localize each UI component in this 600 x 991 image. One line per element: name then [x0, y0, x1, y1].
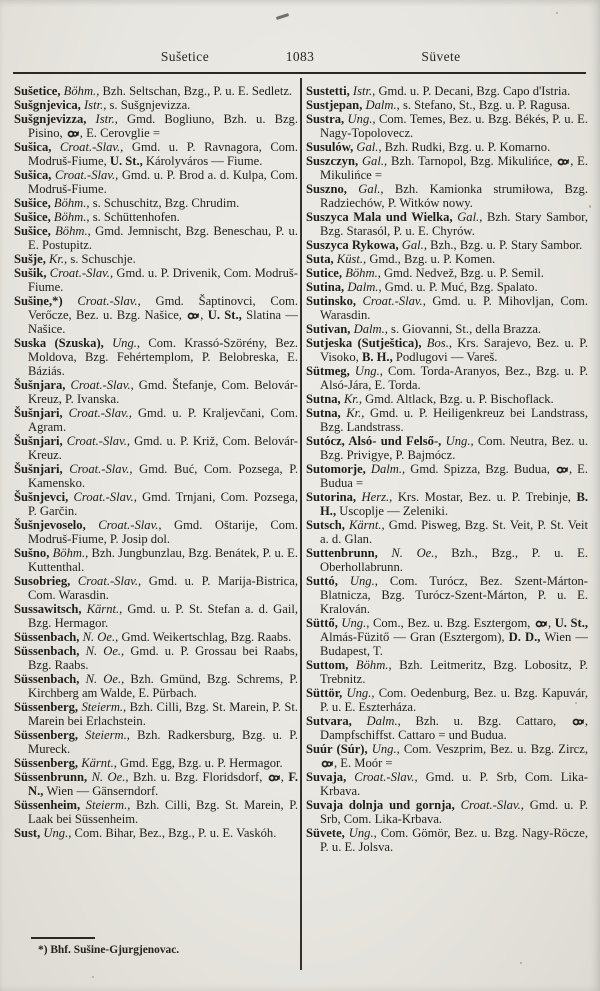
entry-region-label: Böhm., [355, 658, 400, 672]
entry-region-label: Dalm., [353, 322, 392, 336]
gazetteer-entry [306, 266, 588, 280]
gazetteer-entry [14, 770, 298, 798]
entry-bold-text: Süssenberg, [14, 756, 82, 770]
gazetteer-entry [14, 630, 298, 644]
entry-bold-text: Süssenberg, [14, 700, 82, 714]
entry-region-label: Ung., [371, 742, 404, 756]
entry-text: s. Giovanni, St., della Brazza. [391, 322, 542, 336]
entry-text: Gmd. u. P. Srb, Com. Lika-Krbava. [320, 798, 588, 826]
entry-text: Bzh. Tarnopol, Bzg. Mikulińce, [390, 154, 557, 168]
entry-bold-text: Suvaja dolnja und gornja, [306, 798, 461, 812]
entry-bold-text: Süssenbach, [14, 630, 83, 644]
entry-bold-text: Šušnjari, [14, 462, 70, 476]
gazetteer-entry [14, 756, 298, 770]
gazetteer-entry [14, 294, 298, 336]
entry-text: Krs. Sarajevo, Bez. u. P. Visoko, [320, 336, 588, 364]
left-column [14, 84, 298, 840]
entry-text: Gmd. Pisweg, Bzg. St. Veit, P. St. Veit a. d. Glan. [320, 518, 589, 546]
entry-bold-text: Süssenberg, [14, 728, 86, 742]
entry-bold-text: Suttenbrunn, [306, 546, 392, 560]
entry-text: , Dampfschiffst. Cattaro = und Budua. [320, 714, 588, 742]
entry-region-label: Küst., [336, 252, 370, 266]
gazetteer-entry [306, 280, 588, 294]
entry-text: Károlyváros — Fiume. [145, 154, 263, 168]
gazetteer-entry [306, 434, 588, 462]
entry-text: Gmd. Egg, Bzg. u. P. Hermagor. [120, 756, 283, 770]
entry-text: Krs. Mostar, Bez. u. P. Trebinje, [397, 490, 577, 504]
entry-text: Gmd. Jemnischt, Bzg. Beneschau, P. u. E. Postupitz. [28, 224, 298, 252]
entry-region-label: Ung., [346, 686, 379, 700]
gazetteer-entry [14, 490, 298, 518]
entry-text: Gmd. Buć, Com. Pozsega, P. Kamensko. [28, 462, 298, 490]
gazetteer-entry [306, 140, 588, 154]
gazetteer-entry [14, 336, 298, 378]
entry-region-label: Herz., [361, 490, 398, 504]
entry-region-label: Dalm., [370, 462, 411, 476]
gazetteer-entry [306, 238, 588, 252]
gazetteer-entry [14, 224, 298, 252]
entry-text: Gmd. u. P. Grossau bei Raabs, Bzg. Raabs. [28, 644, 298, 672]
entry-region-label: N. Oe., [85, 672, 131, 686]
entry-text: Com. Neutra, Bez. u. Bzg. Privigye, P. Bajmócz. [320, 434, 589, 462]
entry-region-label: Croat.-Slav., [49, 266, 117, 280]
entry-bold-text: D. D., [508, 630, 545, 644]
entry-text: Bzh., Bzg. u. P. Stary Sambor. [430, 238, 583, 252]
scan-speck [276, 13, 289, 20]
gazetteer-entry [14, 518, 298, 546]
entry-region-label: Ung., [43, 826, 75, 840]
column-divider [300, 78, 302, 970]
entry-bold-text: Sušice, [14, 210, 54, 224]
entry-bold-text: Süttör, [306, 686, 347, 700]
entry-bold-text: Suvaja, [306, 770, 355, 784]
entry-region-label: Gal., [457, 210, 487, 224]
post-horn-icon [556, 158, 570, 166]
entry-region-label: N. Oe., [91, 770, 133, 784]
gazetteer-entry [14, 378, 298, 406]
entry-text: Bzh. Rudki, Bzg. u. P. Komarno. [384, 140, 551, 154]
gazetteer-entry [306, 826, 588, 854]
gazetteer-entry [14, 574, 298, 602]
entry-text: Bzh. Seltschan, Bzg., P. u. E. Sedletz. [102, 84, 293, 98]
entry-region-label: Ung., [349, 574, 390, 588]
entry-region-label: Croat.-Slav., [70, 378, 139, 392]
gazetteer-entry [306, 490, 588, 518]
entry-bold-text: Sutna, [306, 406, 347, 420]
gazetteer-entry [306, 210, 588, 238]
entry-bold-text: Süssenheim, [14, 798, 86, 812]
entry-text: s. Schuschje. [70, 252, 136, 266]
entry-bold-text: Susulów, [306, 140, 357, 154]
entry-bold-text: Sušica, [14, 168, 55, 182]
entry-text: Gmd. u. P. Heiligenkreuz bei Landstrass, Bzg. Landstrass. [320, 406, 588, 434]
gazetteer-entry [306, 252, 588, 266]
entry-text: Bzh. Gmünd, Bzg. Schrems, P. Kirchberg am Walde, E. Pürbach. [28, 672, 298, 700]
header-left-keyword: Sušetice [160, 49, 210, 64]
entry-text: Gmd. u. P. Marija-Bistrica, Com. Warasdin. [28, 574, 298, 602]
entry-region-label: Gal., [358, 182, 395, 196]
entry-bold-text: Süssenbach, [14, 644, 86, 658]
entry-region-label: Dalm., [347, 280, 385, 294]
entry-text: Gmd. Štefanje, Com. Belovár-Kreuz, P. Ivanska. [28, 378, 298, 406]
entry-text: , E. Mikulińce = [320, 154, 588, 182]
entry-bold-text: Süvete, [306, 826, 349, 840]
entry-bold-text: Suttó, [306, 574, 350, 588]
gazetteer-entry [306, 84, 588, 98]
scan-speck [520, 962, 522, 964]
entry-text: Com. Krassó-Szörény, Bez. Moldova, Bzg. Fehértemplom, P. Belobreska, E. Báziás. [28, 336, 298, 378]
entry-text: s. Schuschitz, Bzg. Chrudim. [92, 196, 240, 210]
entry-text: Gmd., Bzg. u. P. Komen. [369, 252, 496, 266]
entry-bold-text: Sušetice, [14, 84, 64, 98]
entry-bold-text: Sušno, [14, 546, 53, 560]
entry-region-label: Ung., [112, 336, 149, 350]
gazetteer-entry [14, 602, 298, 630]
entry-bold-text: Sustjepan, [306, 98, 366, 112]
entry-text: Bzh., Bzg., P. u. E. Oberhollabrunn. [320, 546, 588, 574]
entry-text: Bzh. Jungbunzlau, Bzg. Benátek, P. u. E. Kuttenthal. [28, 546, 298, 574]
gazetteer-entry [306, 798, 588, 826]
entry-bold-text: Sutsch, [306, 518, 349, 532]
gazetteer-entry [14, 140, 298, 168]
gazetteer-entry [306, 392, 588, 406]
entry-text: Gmd. Nedvež, Bzg. u. P. Semil. [384, 266, 544, 280]
entry-bold-text: Šušnjara, [14, 378, 71, 392]
entry-bold-text: Sušine,*) [14, 294, 78, 308]
gazetteer-entry [306, 406, 588, 434]
entry-region-label: Böhm., [52, 546, 92, 560]
post-horn-icon [534, 620, 548, 628]
entry-region-label: Croat.-Slav., [68, 406, 138, 420]
entry-region-label: Steierm., [85, 728, 138, 742]
entry-region-label: N. Oe., [391, 546, 452, 560]
gazetteer-entry [306, 714, 588, 742]
entry-region-label: Gal., [361, 154, 391, 168]
gazetteer-entry [306, 98, 588, 112]
entry-text: , [200, 308, 208, 322]
entry-text: , [280, 770, 289, 784]
entry-region-label: Böhm., [53, 210, 93, 224]
entry-bold-text: Šušnjevci, [14, 490, 74, 504]
entry-bold-text: Sutinsko, [306, 294, 363, 308]
entry-bold-text: Suttom, [306, 658, 356, 672]
entry-text: Bzh. u. Bzg. Floridsdorf, [132, 770, 267, 784]
entry-text: Uscoplje — Zeleniki. [339, 504, 449, 518]
gazetteer-entry [14, 112, 298, 140]
entry-region-label: Croat.-Slav., [73, 490, 143, 504]
entry-text: Bzh. Stary Sambor, Bzg. Starasól, P. u. E. Chyrów. [320, 210, 588, 238]
entry-bold-text: Sust, [14, 826, 44, 840]
gazetteer-entry [306, 322, 588, 336]
gazetteer-entry [14, 84, 298, 98]
entry-region-label: Ung., [354, 364, 389, 378]
entry-region-label: Ung., [445, 434, 478, 448]
entry-text: Bzh. Cilli, Bzg. St. Marein, P. St. Marein bei Erlachstein. [28, 700, 298, 728]
gazetteer-entry [306, 658, 588, 686]
entry-bold-text: Sutna, [306, 392, 344, 406]
entry-bold-text: Sušice, [14, 224, 56, 238]
gazetteer-entry [14, 252, 298, 266]
entry-text: Gmd. u. P. Križ, Com. Belovár-Kreuz. [28, 434, 298, 462]
header-right-keyword: Süvete [421, 49, 461, 64]
entry-region-label: Croat.-Slav., [77, 574, 149, 588]
entry-text: Gmd. Spizza, Bzg. Budua, [410, 462, 555, 476]
entry-text: Com. Oedenburg, Bez. u. Bzg. Kapuvár, P. u. E. Eszterháza. [320, 686, 588, 714]
entry-bold-text: Šušnjari, [14, 406, 69, 420]
entry-text: Slatina — Našice. [28, 308, 298, 336]
entry-text: Gmd. Trnjani, Com. Pozsega, P. Garčin. [28, 490, 298, 518]
entry-region-label: Böhm., [345, 266, 385, 280]
entry-text: Gmd. Oštarije, Com. Modruš-Fiume, P. Josip dol. [28, 518, 298, 546]
entry-bold-text: Sutócz, Alsó- und Felső-, [306, 434, 446, 448]
entry-text: , [547, 616, 555, 630]
entry-text: Com. Gömör, Bez. u. Bzg. Nagy-Röcze, P. u. E. Jolsva. [320, 826, 588, 854]
entry-bold-text: Suta, [306, 252, 337, 266]
entry-text: Gmd. Weikertschlag, Bzg. Raabs. [121, 630, 292, 644]
gazetteer-entry [14, 728, 298, 756]
entry-bold-text: Sustra, [306, 112, 348, 126]
entry-text: , E. Cerovglie = [79, 126, 160, 140]
entry-text: Com. Bihar, Bez., Bzg., P. u. E. Vaskóh. [74, 826, 277, 840]
entry-region-label: Ung., [347, 112, 379, 126]
entry-bold-text: Sutivan, [306, 322, 354, 336]
gazetteer-entry [306, 154, 588, 182]
entry-region-label: Croat.-Slav., [460, 798, 530, 812]
entry-region-label: N. Oe., [82, 630, 122, 644]
entry-region-label: Istr., [352, 84, 379, 98]
entry-region-label: Croat.-Slav., [362, 294, 433, 308]
entry-region-label: Kr., [343, 392, 366, 406]
entry-region-label: Bos., [426, 336, 458, 350]
gazetteer-entry [14, 266, 298, 294]
post-horn-icon [267, 774, 281, 782]
entry-region-label: Dalm., [366, 714, 416, 728]
gazetteer-entry [306, 462, 588, 490]
entry-bold-text: Susobrieg, [14, 574, 78, 588]
page-number: 1083 [285, 49, 315, 64]
gazetteer-entry [306, 546, 588, 574]
post-horn-icon [555, 466, 569, 474]
entry-region-label: Kärnt., [348, 518, 389, 532]
entry-text: Gmd. u. P. Drivenik, Com. Modruš-Fiume. [28, 266, 298, 294]
entry-bold-text: Šušnjari, [14, 434, 67, 448]
entry-bold-text: Sutice, [306, 266, 346, 280]
gazetteer-entry [306, 112, 588, 140]
post-horn-icon [66, 130, 80, 138]
gazetteer-entry [14, 406, 298, 434]
entry-bold-text: Sušik, [14, 266, 50, 280]
gazetteer-entry [14, 644, 298, 672]
entry-region-label: Gal., [356, 140, 385, 154]
entry-bold-text: Sutomorje, [306, 462, 371, 476]
entry-text: Gmd. u. P. Kraljevčani, Com. Agram. [28, 406, 298, 434]
entry-text: Bzh. Radkersburg, Bzg. u. P. Mureck. [28, 728, 298, 756]
entry-bold-text: U. St., [554, 616, 588, 630]
entry-region-label: Steierm., [85, 798, 136, 812]
entry-bold-text: Sušice, [14, 196, 54, 210]
gazetteer-entry [306, 616, 588, 658]
post-horn-icon [186, 312, 200, 320]
entry-region-label: Croat.-Slav., [354, 770, 426, 784]
gazetteer-entry [306, 182, 588, 210]
entry-region-label: Ung., [341, 616, 373, 630]
entry-region-label: Kärnt., [86, 602, 128, 616]
entry-bold-text: B. H., [361, 350, 396, 364]
entry-bold-text: U. St., [207, 308, 247, 322]
entry-region-label: Steierm., [81, 700, 130, 714]
entry-text: Gmd. u. P. Srb, Com. Lika-Krbava. [320, 770, 589, 798]
scan-speck [92, 976, 94, 978]
entry-bold-text: Sussawitsch, [14, 602, 87, 616]
gazetteer-entry [14, 462, 298, 490]
entry-bold-text: Sutorina, [306, 490, 362, 504]
entry-bold-text: Sušica, [14, 140, 61, 154]
entry-text: Wien — Gänserndorf. [46, 784, 159, 798]
entry-region-label: Istr., [83, 98, 110, 112]
entry-bold-text: Süttő, [306, 616, 342, 630]
gazetteer-entry [14, 210, 298, 224]
scan-speck [589, 205, 591, 208]
entry-text: Gmd. u. P. Decani, Bzg. Capo d'Istria. [378, 84, 571, 98]
entry-text: Com. Turócz, Bez. Szent-Márton-Blatnicza, Bzg. Turócz-Szent-Márton, P. u. E. Kralován. [320, 574, 588, 616]
entry-text: , E. Budua = [320, 462, 588, 490]
entry-bold-text: Sušje, [14, 252, 49, 266]
gazetteer-entry [14, 826, 298, 840]
entry-bold-text: Sutjeska (Sutještica), [306, 336, 427, 350]
gazetteer-entry [14, 434, 298, 462]
entry-text: s. Stefano, St., Bzg. u. P. Ragusa. [402, 98, 571, 112]
gazetteer-entry [306, 294, 588, 322]
entry-text: Bzh. Kamionka strumiłowa, Bzg. Radziechów, P. Witków nowy. [320, 182, 588, 210]
entry-text: Bzh. Leitmeritz, Bzg. Lobositz, P. Trebnitz. [320, 658, 588, 686]
entry-bold-text: Šušnjevoselo, [14, 518, 99, 532]
gazetteer-entry [306, 686, 588, 714]
entry-bold-text: Sušgnjevizza, [14, 112, 96, 126]
entry-bold-text: B. H., [320, 490, 589, 518]
entry-text: Gmd. u. P. Mihovljan, Com. Warasdin. [320, 294, 588, 322]
entry-region-label: Croat.-Slav., [66, 434, 135, 448]
entry-text: Com. Temes, Bez. u. Bzg. Békés, P. u. E. Nagy-Topolovecz. [320, 112, 588, 140]
entry-region-label: Croat.-Slav., [77, 294, 156, 308]
entry-text: Gmd. u. P. Muć, Bzg. Spalato. [384, 280, 538, 294]
entry-bold-text: Sutina, [306, 280, 348, 294]
entry-region-label: Böhm., [55, 224, 96, 238]
gazetteer-entry [14, 700, 298, 728]
entry-text: Podlugovi — Vareš. [395, 350, 498, 364]
entry-bold-text: Suszczyn, [306, 154, 362, 168]
entry-bold-text: Sütmeg, [306, 364, 355, 378]
entry-bold-text: Sustetti, [306, 84, 353, 98]
entry-region-label: Kr., [49, 252, 71, 266]
entry-text: s. Schüttenhofen. [92, 210, 180, 224]
entry-bold-text: Suszno, [306, 182, 359, 196]
entry-bold-text: Suska (Szuska), [14, 336, 113, 350]
entry-region-label: Kr., [346, 406, 370, 420]
gazetteer-entry [306, 770, 588, 798]
entry-region-label: Gal., [401, 238, 431, 252]
entry-text: Gmd. u. P. Ravnagora, Com. Modruš-Fiume, [28, 140, 298, 168]
gazetteer-entry [306, 574, 588, 616]
entry-text: , E. Moór = [334, 756, 393, 770]
entry-bold-text: U. St., [109, 154, 146, 168]
gazetteer-entry [14, 672, 298, 700]
gazetteer-entry [14, 168, 298, 196]
header-rule [13, 72, 586, 74]
entry-bold-text: Süssenbrunn, [14, 770, 92, 784]
entry-text: Gmd. u. P. Brod a. d. Kulpa, Com. Modruš-Fiume. [28, 168, 299, 196]
gazetteer-entry [306, 336, 588, 364]
post-horn-icon [320, 760, 334, 768]
entry-region-label: Böhm., [63, 84, 103, 98]
gazetteer-entry [14, 98, 298, 112]
gazetteer-entry [14, 546, 298, 574]
entry-bold-text: Süssenbach, [14, 672, 86, 686]
entry-text: Gmd. u. P. St. Stefan a. d. Gail, Bzg. Hermagor. [28, 602, 299, 630]
entry-region-label: Istr., [95, 112, 127, 126]
entry-text: Com. Veszprim, Bez. u. Bzg. Zircz, [403, 742, 588, 756]
gazetteer-entry [14, 196, 298, 210]
post-horn-icon [571, 718, 585, 726]
entry-text: Bzh. u. Bzg. Cattaro, [415, 714, 571, 728]
entry-text: Gmd. Šaptinovci, Com. Verőcze, Bez. u. Bzg. Našice, [28, 294, 298, 322]
entry-bold-text: Sušgnjevica, [14, 98, 84, 112]
entry-region-label: Dalm., [365, 98, 403, 112]
footnote-rule [31, 937, 95, 939]
entry-text: Gmd. Bogliuno, Bzh. u. Bzg. Pisino, [28, 112, 298, 140]
entry-bold-text: Sutvara, [306, 714, 367, 728]
gazetteer-entry [306, 742, 588, 770]
entry-region-label: Ung., [348, 826, 381, 840]
entry-bold-text: Suszyca Rykowa, [306, 238, 402, 252]
entry-region-label: Kärnt., [81, 756, 121, 770]
entry-region-label: Croat.-Slav., [98, 518, 175, 532]
entry-region-label: Croat.-Slav., [69, 462, 140, 476]
entry-text: Gmd. Altlack, Bzg. u. P. Bischoflack. [365, 392, 554, 406]
entry-text: Wien — Budapest, T. [320, 630, 589, 658]
gazetteer-entry [306, 364, 588, 392]
scan-speck [556, 12, 558, 14]
entry-region-label: N. Oe., [85, 644, 131, 658]
entry-text: Almás-Füzitő — Gran (Esztergom), [320, 630, 509, 644]
entry-text: Com., Bez. u. Bzg. Esztergom, [372, 616, 534, 630]
entry-region-label: Böhm., [53, 196, 93, 210]
entry-region-label: Croat.-Slav., [54, 168, 122, 182]
entry-bold-text: Suszyca Mala und Wielka, [306, 210, 458, 224]
entry-bold-text: F. N., [28, 770, 299, 798]
entry-text: Com. Torda-Aranyos, Bez., Bzg. u. P. Alsó-Jára, E. Torda. [320, 364, 588, 392]
entry-text: Bzh. Cilli, Bzg. St. Marein, P. Laak bei Süssenheim. [28, 798, 298, 826]
gazetteer-entry [306, 518, 588, 546]
right-column [306, 84, 588, 854]
gazetteer-entry [14, 798, 298, 826]
footnote: *) Bhf. Sušine-Gjurgjenovac. [38, 944, 180, 956]
entry-text: s. Sušgnjevizza. [109, 98, 191, 112]
entry-region-label: Croat.-Slav., [60, 140, 132, 154]
entry-bold-text: Suúr (Súr), [306, 742, 372, 756]
